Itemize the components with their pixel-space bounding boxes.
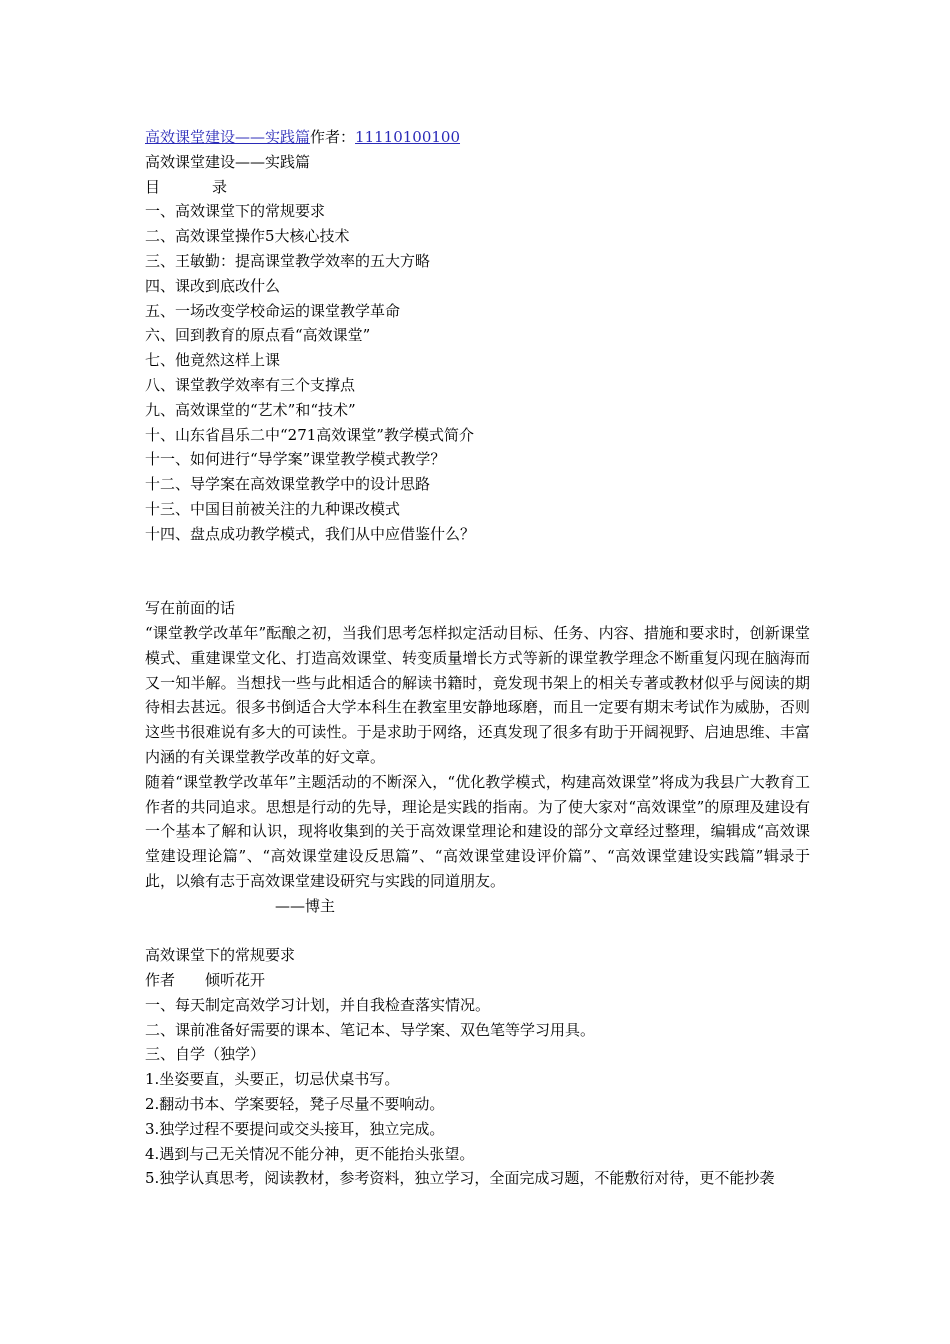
requirement-item: 二、课前准备好需要的课本、笔记本、导学案、双色笔等学习用具。 bbox=[145, 1020, 596, 1039]
toc-heading-right: 录 bbox=[212, 177, 228, 196]
requirement-item: 2.翻动书本、学案要轻，凳子尽量不要响动。 bbox=[145, 1095, 445, 1114]
requirement-item: 5.独学认真思考，阅读教材，参考资料，独立学习，全面完成习题，不能敷衍对待，更不能抄袭 bbox=[145, 1169, 775, 1188]
toc-item: 十四、盘点成功教学模式，我们从中应借鉴什么？ bbox=[145, 524, 476, 543]
toc-item: 七、他竟然这样上课 bbox=[145, 351, 281, 370]
blank-space bbox=[145, 547, 810, 597]
section-author bbox=[145, 968, 810, 993]
document-page bbox=[145, 125, 810, 1191]
requirement-item: 一、每天制定高效学习计划，并自我检查落实情况。 bbox=[145, 995, 491, 1014]
toc-item: 九、高效课堂的“艺术”和“技术” bbox=[145, 400, 356, 419]
requirement-item: 3.独学过程不要提问或交头接耳，独立完成。 bbox=[145, 1119, 445, 1138]
toc-heading-left: 目 bbox=[145, 177, 161, 196]
toc-item: 八、课堂教学效率有三个支撑点 bbox=[145, 375, 356, 394]
toc-item: 十三、中国目前被关注的九种课改模式 bbox=[145, 499, 401, 518]
toc-item: 三、王敏勤：提高课堂教学效率的五大方略 bbox=[145, 251, 431, 270]
table-of-contents bbox=[145, 199, 810, 546]
section-author-name: 倾听花开 bbox=[205, 971, 266, 990]
toc-heading bbox=[145, 175, 810, 200]
toc-item: 五、一场改变学校命运的课堂教学革命 bbox=[145, 301, 401, 320]
document-subtitle: 高效课堂建设——实践篇 bbox=[145, 152, 311, 171]
toc-item: 四、课改到底改什么 bbox=[145, 276, 281, 295]
toc-item: 二、高效课堂操作5大核心技术 bbox=[145, 227, 350, 246]
blank-space bbox=[145, 919, 810, 944]
preface-paragraph: 随着“课堂教学改革年”主题活动的不断深入，“优化教学模式，构建高效课堂”将成为我县广大教育工作者的共同追求。思想是行动的先导，理论是实践的指南。为了使大家对“高效课堂”的原理及建设有一个基本了解和认识，现将收集到的关于高效课堂理论和建设的部分文章经过整理，编辑成“高效课堂建设理论篇”、“高效课堂建设反思篇”、“高效课堂建设评价篇”、“高效课堂建设实践篇”辑录于此，以飨有志于高效课堂建设研究与实践的同道朋友。 bbox=[145, 772, 810, 890]
preface-signature: ——博主 bbox=[275, 896, 336, 915]
requirement-item: 三、自学（独学） bbox=[145, 1045, 266, 1064]
requirement-item: 1.坐姿要直，头要正，切忌伏桌书写。 bbox=[145, 1070, 400, 1089]
toc-item: 十一、如何进行“导学案”课堂教学模式教学？ bbox=[145, 450, 446, 469]
requirement-item: 4.遇到与己无关情况不能分神，更不能抬头张望。 bbox=[145, 1144, 475, 1163]
author-label: 作者： bbox=[310, 128, 356, 146]
section-heading: 高效课堂下的常规要求 bbox=[145, 946, 296, 965]
toc-item: 一、高效课堂下的常规要求 bbox=[145, 202, 326, 221]
author-link[interactable]: 11110100100 bbox=[355, 128, 461, 146]
document-header bbox=[145, 125, 810, 150]
toc-item: 十、山东省昌乐二中“271高效课堂”教学模式简介 bbox=[145, 425, 474, 444]
title-link[interactable]: 高效课堂建设——实践篇 bbox=[145, 128, 311, 146]
preface-heading: 写在前面的话 bbox=[145, 599, 236, 618]
section-regular-requirements bbox=[145, 943, 810, 1191]
preface-section bbox=[145, 596, 810, 918]
toc-item: 六、回到教育的原点看“高效课堂” bbox=[145, 326, 371, 345]
toc-item: 十二、导学案在高效课堂教学中的设计思路 bbox=[145, 475, 431, 494]
preface-paragraph: “课堂教学改革年”酝酿之初，当我们思考怎样拟定活动目标、任务、内容、措施和要求时，创新课堂模式、重建课堂文化、打造高效课堂、转变质量增长方式等新的课堂教学理念不断重复闪现在脑海而又一知半解。当想找一些与此相适合的解读书籍时，竟发现书架上的相关专著或教材似乎与阅读的期待相去甚远。很多书倒适合大学本科生在教室里安静地琢磨，而且一定要有期末考试作为威胁，否则这些书很难说有多大的可读性。于是求助于网络，还真发现了很多有助于开阔视野、启迪思维、丰富内涵的有关课堂教学改革的好文章。 bbox=[145, 623, 810, 766]
section-author-label: 作者 bbox=[145, 971, 176, 990]
